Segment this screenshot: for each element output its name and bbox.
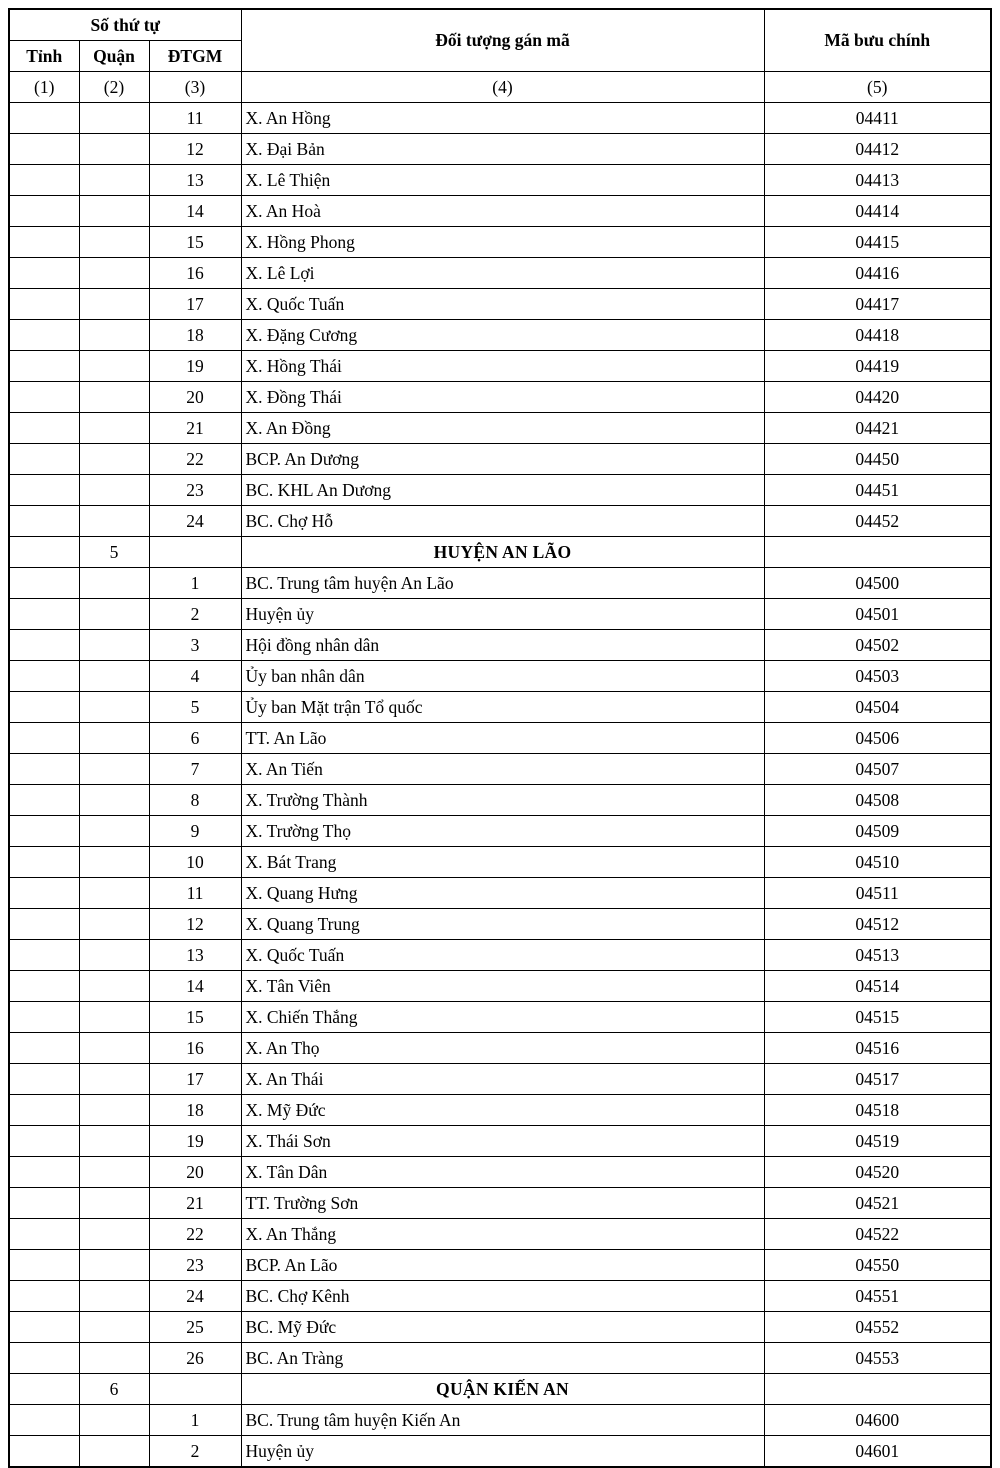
table-row: [9, 351, 991, 382]
cell-doi-tuong: BC. Chợ Hỗ: [241, 506, 764, 537]
cell-quan: [79, 940, 149, 971]
cell-tinh: [9, 909, 79, 940]
cell-ma-buu-chinh: 04514: [764, 971, 991, 1002]
table-row: [9, 1343, 991, 1374]
table-row: [9, 816, 991, 847]
cell-quan: [79, 320, 149, 351]
cell-tinh: [9, 444, 79, 475]
table-row: [9, 444, 991, 475]
cell-doi-tuong: X. Thái Sơn: [241, 1126, 764, 1157]
table-row: [9, 1405, 991, 1436]
cell-ma-buu-chinh: 04504: [764, 692, 991, 723]
cell-dtgm: 1: [149, 568, 241, 599]
cell-ma-buu-chinh: 04415: [764, 227, 991, 258]
cell-quan: [79, 1312, 149, 1343]
cell-dtgm: 26: [149, 1343, 241, 1374]
cell-tinh: [9, 785, 79, 816]
cell-dtgm: 4: [149, 661, 241, 692]
cell-tinh: [9, 723, 79, 754]
cell-ma-buu-chinh: 04518: [764, 1095, 991, 1126]
cell-quan: [79, 1188, 149, 1219]
header-dtgm: ĐTGM: [149, 41, 241, 72]
cell-ma-buu-chinh: 04420: [764, 382, 991, 413]
cell-dtgm: 15: [149, 227, 241, 258]
header-tinh: Tỉnh: [9, 41, 79, 72]
cell-ma-buu-chinh: 04412: [764, 134, 991, 165]
table-row: [9, 971, 991, 1002]
cell-quan: [79, 909, 149, 940]
cell-doi-tuong: X. An Hồng: [241, 103, 764, 134]
cell-quan: [79, 599, 149, 630]
cell-dtgm: 21: [149, 1188, 241, 1219]
cell-dtgm: 2: [149, 599, 241, 630]
cell-doi-tuong: X. An Thắng: [241, 1219, 764, 1250]
cell-quan: [79, 692, 149, 723]
cell-tinh: [9, 1219, 79, 1250]
cell-doi-tuong: BC. Trung tâm huyện Kiến An: [241, 1405, 764, 1436]
cell-dtgm: 12: [149, 134, 241, 165]
table-row: [9, 1002, 991, 1033]
table-row: [9, 1126, 991, 1157]
cell-dtgm: 10: [149, 847, 241, 878]
cell-quan: [79, 1436, 149, 1468]
cell-quan: [79, 165, 149, 196]
cell-ma-buu-chinh: 04550: [764, 1250, 991, 1281]
cell-dtgm: 1: [149, 1405, 241, 1436]
table-row: [9, 1436, 991, 1468]
cell-tinh: [9, 134, 79, 165]
cell-dtgm: 22: [149, 444, 241, 475]
cell-doi-tuong: X. An Đồng: [241, 413, 764, 444]
cell-quan: [79, 1033, 149, 1064]
cell-doi-tuong: X. Quốc Tuấn: [241, 940, 764, 971]
cell-tinh: [9, 537, 79, 568]
cell-ma-buu-chinh: 04511: [764, 878, 991, 909]
cell-dtgm: [149, 537, 241, 568]
cell-doi-tuong: BC. Trung tâm huyện An Lão: [241, 568, 764, 599]
cell-ma-buu-chinh: 04521: [764, 1188, 991, 1219]
cell-doi-tuong: X. Lê Thiện: [241, 165, 764, 196]
cell-ma-buu-chinh: 04507: [764, 754, 991, 785]
table-row: [9, 289, 991, 320]
cell-dtgm: 20: [149, 382, 241, 413]
cell-doi-tuong: X. Trường Thọ: [241, 816, 764, 847]
cell-ma-buu-chinh: 04600: [764, 1405, 991, 1436]
cell-doi-tuong: Huyện ủy: [241, 1436, 764, 1468]
cell-tinh: [9, 506, 79, 537]
cell-dtgm: 16: [149, 1033, 241, 1064]
cell-doi-tuong: X. Quang Hưng: [241, 878, 764, 909]
cell-tinh: [9, 1033, 79, 1064]
cell-dtgm: 7: [149, 754, 241, 785]
cell-dtgm: 11: [149, 878, 241, 909]
header-number-1: (1): [9, 72, 79, 103]
cell-tinh: [9, 258, 79, 289]
cell-tinh: [9, 1095, 79, 1126]
cell-tinh: [9, 1374, 79, 1405]
cell-tinh: [9, 1188, 79, 1219]
cell-ma-buu-chinh: 04551: [764, 1281, 991, 1312]
cell-doi-tuong: X. Chiến Thắng: [241, 1002, 764, 1033]
table-row: [9, 1033, 991, 1064]
cell-ma-buu-chinh: 04503: [764, 661, 991, 692]
cell-quan: [79, 816, 149, 847]
cell-doi-tuong: HUYỆN AN LÃO: [241, 537, 764, 568]
header-number-2: (2): [79, 72, 149, 103]
table-row: [9, 165, 991, 196]
cell-quan: [79, 1405, 149, 1436]
cell-tinh: [9, 940, 79, 971]
cell-tinh: [9, 1405, 79, 1436]
cell-ma-buu-chinh: 04414: [764, 196, 991, 227]
cell-doi-tuong: TT. An Lão: [241, 723, 764, 754]
table-row: [9, 568, 991, 599]
cell-doi-tuong: X. Quốc Tuấn: [241, 289, 764, 320]
table-row: [9, 1188, 991, 1219]
cell-dtgm: 18: [149, 320, 241, 351]
table-row: [9, 382, 991, 413]
header-so-thu-tu: Số thứ tự: [9, 9, 241, 41]
cell-quan: [79, 506, 149, 537]
header-row-numbers: [9, 72, 991, 103]
cell-tinh: [9, 971, 79, 1002]
table-row: [9, 1250, 991, 1281]
cell-doi-tuong: BCP. An Dương: [241, 444, 764, 475]
table-row: [9, 1281, 991, 1312]
table-row: [9, 1312, 991, 1343]
cell-quan: [79, 630, 149, 661]
cell-ma-buu-chinh: 04416: [764, 258, 991, 289]
cell-doi-tuong: Hội đồng nhân dân: [241, 630, 764, 661]
cell-tinh: [9, 103, 79, 134]
table-row: [9, 1095, 991, 1126]
cell-ma-buu-chinh: 04552: [764, 1312, 991, 1343]
cell-ma-buu-chinh: [764, 537, 991, 568]
cell-tinh: [9, 289, 79, 320]
cell-ma-buu-chinh: 04419: [764, 351, 991, 382]
cell-dtgm: 25: [149, 1312, 241, 1343]
cell-dtgm: 16: [149, 258, 241, 289]
cell-dtgm: 13: [149, 940, 241, 971]
cell-ma-buu-chinh: 04417: [764, 289, 991, 320]
header-row-group: [9, 9, 991, 41]
cell-quan: [79, 196, 149, 227]
cell-doi-tuong: Ủy ban Mặt trận Tổ quốc: [241, 692, 764, 723]
cell-doi-tuong: X. Đặng Cương: [241, 320, 764, 351]
cell-quan: [79, 475, 149, 506]
table-row: [9, 320, 991, 351]
cell-quan: [79, 971, 149, 1002]
cell-quan: [79, 1095, 149, 1126]
cell-quan: [79, 227, 149, 258]
cell-tinh: [9, 816, 79, 847]
cell-dtgm: 14: [149, 971, 241, 1002]
cell-tinh: [9, 599, 79, 630]
cell-tinh: [9, 475, 79, 506]
cell-dtgm: 2: [149, 1436, 241, 1468]
cell-tinh: [9, 320, 79, 351]
cell-ma-buu-chinh: 04508: [764, 785, 991, 816]
cell-tinh: [9, 661, 79, 692]
cell-dtgm: 17: [149, 289, 241, 320]
cell-dtgm: 11: [149, 103, 241, 134]
cell-tinh: [9, 165, 79, 196]
table-section-row: [9, 1374, 991, 1405]
cell-ma-buu-chinh: 04418: [764, 320, 991, 351]
cell-ma-buu-chinh: 04510: [764, 847, 991, 878]
cell-tinh: [9, 692, 79, 723]
cell-tinh: [9, 196, 79, 227]
table-row: [9, 134, 991, 165]
table-row: [9, 909, 991, 940]
table-row: [9, 754, 991, 785]
cell-quan: [79, 661, 149, 692]
cell-dtgm: 23: [149, 1250, 241, 1281]
cell-tinh: [9, 413, 79, 444]
table-header: [9, 9, 991, 103]
cell-tinh: [9, 1436, 79, 1468]
cell-doi-tuong: X. An Thái: [241, 1064, 764, 1095]
cell-tinh: [9, 1064, 79, 1095]
cell-tinh: [9, 227, 79, 258]
cell-doi-tuong: X. Tân Viên: [241, 971, 764, 1002]
cell-dtgm: 15: [149, 1002, 241, 1033]
cell-doi-tuong: BC. Mỹ Đức: [241, 1312, 764, 1343]
cell-quan: [79, 1250, 149, 1281]
cell-tinh: [9, 1002, 79, 1033]
cell-quan: 5: [79, 537, 149, 568]
cell-quan: [79, 785, 149, 816]
cell-doi-tuong: X. Đồng Thái: [241, 382, 764, 413]
cell-ma-buu-chinh: 04515: [764, 1002, 991, 1033]
cell-tinh: [9, 847, 79, 878]
table-row: [9, 878, 991, 909]
cell-doi-tuong: X. Mỹ Đức: [241, 1095, 764, 1126]
cell-doi-tuong: X. Quang Trung: [241, 909, 764, 940]
table-row: [9, 413, 991, 444]
cell-dtgm: 13: [149, 165, 241, 196]
cell-doi-tuong: QUẬN KIẾN AN: [241, 1374, 764, 1405]
cell-tinh: [9, 1281, 79, 1312]
cell-doi-tuong: X. An Hoà: [241, 196, 764, 227]
cell-ma-buu-chinh: 04517: [764, 1064, 991, 1095]
cell-dtgm: 9: [149, 816, 241, 847]
cell-ma-buu-chinh: 04516: [764, 1033, 991, 1064]
table-row: [9, 258, 991, 289]
cell-ma-buu-chinh: 04421: [764, 413, 991, 444]
cell-dtgm: 24: [149, 1281, 241, 1312]
cell-tinh: [9, 382, 79, 413]
cell-doi-tuong: X. An Tiến: [241, 754, 764, 785]
table-row: [9, 1064, 991, 1095]
cell-dtgm: 6: [149, 723, 241, 754]
cell-tinh: [9, 754, 79, 785]
table-row: [9, 723, 991, 754]
cell-tinh: [9, 630, 79, 661]
table-row: [9, 103, 991, 134]
postal-code-table: [8, 8, 992, 1468]
table-row: [9, 506, 991, 537]
cell-ma-buu-chinh: 04502: [764, 630, 991, 661]
cell-quan: [79, 723, 149, 754]
table-section-row: [9, 537, 991, 568]
cell-ma-buu-chinh: [764, 1374, 991, 1405]
cell-quan: [79, 444, 149, 475]
cell-quan: [79, 289, 149, 320]
cell-quan: [79, 134, 149, 165]
cell-ma-buu-chinh: 04519: [764, 1126, 991, 1157]
table-row: [9, 630, 991, 661]
cell-dtgm: 20: [149, 1157, 241, 1188]
table-body: [9, 103, 991, 1468]
cell-ma-buu-chinh: 04509: [764, 816, 991, 847]
cell-tinh: [9, 568, 79, 599]
table-row: [9, 1219, 991, 1250]
cell-ma-buu-chinh: 04501: [764, 599, 991, 630]
table-row: [9, 847, 991, 878]
cell-doi-tuong: X. Hồng Thái: [241, 351, 764, 382]
cell-quan: [79, 382, 149, 413]
cell-ma-buu-chinh: 04413: [764, 165, 991, 196]
cell-ma-buu-chinh: 04520: [764, 1157, 991, 1188]
cell-ma-buu-chinh: 04452: [764, 506, 991, 537]
table-row: [9, 1157, 991, 1188]
header-number-4: (4): [241, 72, 764, 103]
cell-quan: 6: [79, 1374, 149, 1405]
cell-quan: [79, 103, 149, 134]
cell-doi-tuong: X. Tân Dân: [241, 1157, 764, 1188]
cell-doi-tuong: BCP. An Lão: [241, 1250, 764, 1281]
table-row: [9, 475, 991, 506]
cell-dtgm: 19: [149, 1126, 241, 1157]
cell-ma-buu-chinh: 04411: [764, 103, 991, 134]
cell-quan: [79, 1157, 149, 1188]
cell-tinh: [9, 1126, 79, 1157]
cell-dtgm: 17: [149, 1064, 241, 1095]
cell-ma-buu-chinh: 04512: [764, 909, 991, 940]
table-row: [9, 692, 991, 723]
cell-ma-buu-chinh: 04500: [764, 568, 991, 599]
cell-ma-buu-chinh: 04513: [764, 940, 991, 971]
table-row: [9, 940, 991, 971]
cell-dtgm: 22: [149, 1219, 241, 1250]
cell-quan: [79, 413, 149, 444]
cell-ma-buu-chinh: 04451: [764, 475, 991, 506]
cell-dtgm: 18: [149, 1095, 241, 1126]
cell-quan: [79, 1002, 149, 1033]
table-row: [9, 599, 991, 630]
header-doi-tuong-gan-ma: Đối tượng gán mã: [241, 9, 764, 72]
cell-doi-tuong: Ủy ban nhân dân: [241, 661, 764, 692]
cell-dtgm: 19: [149, 351, 241, 382]
cell-tinh: [9, 351, 79, 382]
cell-doi-tuong: X. Lê Lợi: [241, 258, 764, 289]
cell-doi-tuong: X. Trường Thành: [241, 785, 764, 816]
cell-doi-tuong: X. Đại Bản: [241, 134, 764, 165]
cell-ma-buu-chinh: 04506: [764, 723, 991, 754]
cell-tinh: [9, 1157, 79, 1188]
cell-ma-buu-chinh: 04522: [764, 1219, 991, 1250]
cell-tinh: [9, 1312, 79, 1343]
cell-doi-tuong: BC. KHL An Dương: [241, 475, 764, 506]
cell-dtgm: [149, 1374, 241, 1405]
header-quan: Quận: [79, 41, 149, 72]
cell-doi-tuong: BC. An Tràng: [241, 1343, 764, 1374]
cell-dtgm: 12: [149, 909, 241, 940]
header-number-5: (5): [764, 72, 991, 103]
cell-doi-tuong: TT. Trường Sơn: [241, 1188, 764, 1219]
cell-dtgm: 23: [149, 475, 241, 506]
cell-quan: [79, 847, 149, 878]
cell-doi-tuong: X. Bát Trang: [241, 847, 764, 878]
cell-ma-buu-chinh: 04450: [764, 444, 991, 475]
cell-quan: [79, 754, 149, 785]
cell-dtgm: 21: [149, 413, 241, 444]
cell-tinh: [9, 1343, 79, 1374]
table-row: [9, 227, 991, 258]
table-row: [9, 661, 991, 692]
cell-tinh: [9, 878, 79, 909]
cell-dtgm: 3: [149, 630, 241, 661]
cell-doi-tuong: X. An Thọ: [241, 1033, 764, 1064]
cell-doi-tuong: BC. Chợ Kênh: [241, 1281, 764, 1312]
cell-dtgm: 14: [149, 196, 241, 227]
header-ma-buu-chinh: Mã bưu chính: [764, 9, 991, 72]
cell-quan: [79, 1064, 149, 1095]
cell-quan: [79, 351, 149, 382]
cell-ma-buu-chinh: 04553: [764, 1343, 991, 1374]
cell-quan: [79, 878, 149, 909]
header-number-3: (3): [149, 72, 241, 103]
cell-tinh: [9, 1250, 79, 1281]
cell-dtgm: 24: [149, 506, 241, 537]
cell-quan: [79, 1126, 149, 1157]
table-row: [9, 196, 991, 227]
cell-doi-tuong: Huyện ủy: [241, 599, 764, 630]
cell-dtgm: 8: [149, 785, 241, 816]
cell-quan: [79, 568, 149, 599]
cell-doi-tuong: X. Hồng Phong: [241, 227, 764, 258]
cell-quan: [79, 1281, 149, 1312]
cell-ma-buu-chinh: 04601: [764, 1436, 991, 1468]
cell-quan: [79, 258, 149, 289]
cell-dtgm: 5: [149, 692, 241, 723]
cell-quan: [79, 1343, 149, 1374]
table-row: [9, 785, 991, 816]
cell-quan: [79, 1219, 149, 1250]
